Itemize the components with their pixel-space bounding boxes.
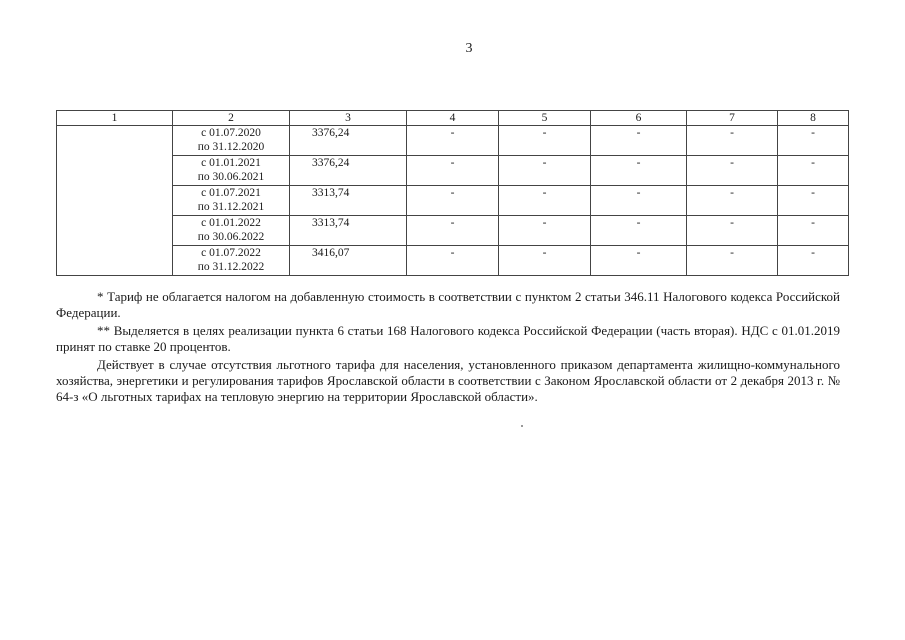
column-header: 6 [591,111,687,126]
table-cell: - [687,126,778,156]
period-cell [173,126,290,156]
table-cell: - [407,156,499,186]
column-header: 4 [407,111,499,126]
table-cell: - [687,246,778,276]
table-cell: - [778,246,849,276]
table-cell: - [591,216,687,246]
merged-empty-cell [57,126,173,276]
period-from: с 01.07.2020 [201,127,261,139]
period-to: по 30.06.2021 [197,171,265,183]
footnote-preferential-tariff: Действует в случае отсутствия льготного тарифа для населения, установленного приказом департамента жилищно-коммунального хозяйства, энергетики и регулирования тарифов Ярославской области в соответствии с Законом Ярославской области от 2 декабря 2013 г. № 64-з «О льготных тарифах на тепловую энергию на территории Ярославской области». [56,357,840,404]
table-cell: - [407,186,499,216]
footnote-vat-exemption: * Тариф не облагается налогом на добавленную стоимость в соответствии с пунктом 2 статьи 346.11 Налогового кодекса Российской Федерации. [56,289,840,320]
table-row [57,126,849,156]
table-cell: - [407,216,499,246]
table-cell: - [778,216,849,246]
table-cell: - [687,156,778,186]
tariff-value: 3376,24 [290,126,407,156]
table-cell: - [778,126,849,156]
table-cell: - [591,126,687,156]
table-row [57,216,849,246]
tariff-value: 3313,74 [290,216,407,246]
table-row [57,246,849,276]
table-cell: - [591,156,687,186]
table-cell: - [591,246,687,276]
table-cell: - [499,216,591,246]
column-header: 2 [173,111,290,126]
table-header-row [57,111,849,126]
period-to: по 31.12.2022 [197,261,265,273]
period-from: с 01.07.2022 [201,247,261,259]
table-row [57,186,849,216]
table-cell: - [591,186,687,216]
table-cell: - [407,126,499,156]
table-cell: - [778,156,849,186]
period-from: с 01.07.2021 [201,187,261,199]
column-header: 7 [687,111,778,126]
tariff-table [56,110,849,276]
column-header: 1 [57,111,173,126]
table-row [57,156,849,186]
footnote-vat-rate: ** Выделяется в целях реализации пункта 6 статьи 168 Налогового кодекса Российской Федерации (часть вторая). НДС с 01.01.2019 принят по ставке 20 процентов. [56,323,840,354]
period-cell [173,156,290,186]
period-from: с 01.01.2022 [201,217,261,229]
table-cell: - [499,156,591,186]
tariff-value: 3376,24 [290,156,407,186]
table-cell: - [407,246,499,276]
period-to: по 31.12.2020 [197,141,265,153]
tariff-value: 3416,07 [290,246,407,276]
footnotes [56,289,840,405]
table-cell: - [499,246,591,276]
scan-artifact [521,425,523,427]
period-cell [173,216,290,246]
period-from: с 01.01.2021 [201,157,261,169]
period-to: по 31.12.2021 [197,201,265,213]
tariff-value: 3313,74 [290,186,407,216]
period-to: по 30.06.2022 [197,231,265,243]
column-header: 8 [778,111,849,126]
table-cell: - [778,186,849,216]
period-cell [173,246,290,276]
table-cell: - [499,186,591,216]
table-cell: - [687,186,778,216]
period-cell [173,186,290,216]
page-number: 3 [465,41,473,56]
column-header: 3 [290,111,407,126]
column-header: 5 [499,111,591,126]
table-cell: - [499,126,591,156]
table-cell: - [687,216,778,246]
